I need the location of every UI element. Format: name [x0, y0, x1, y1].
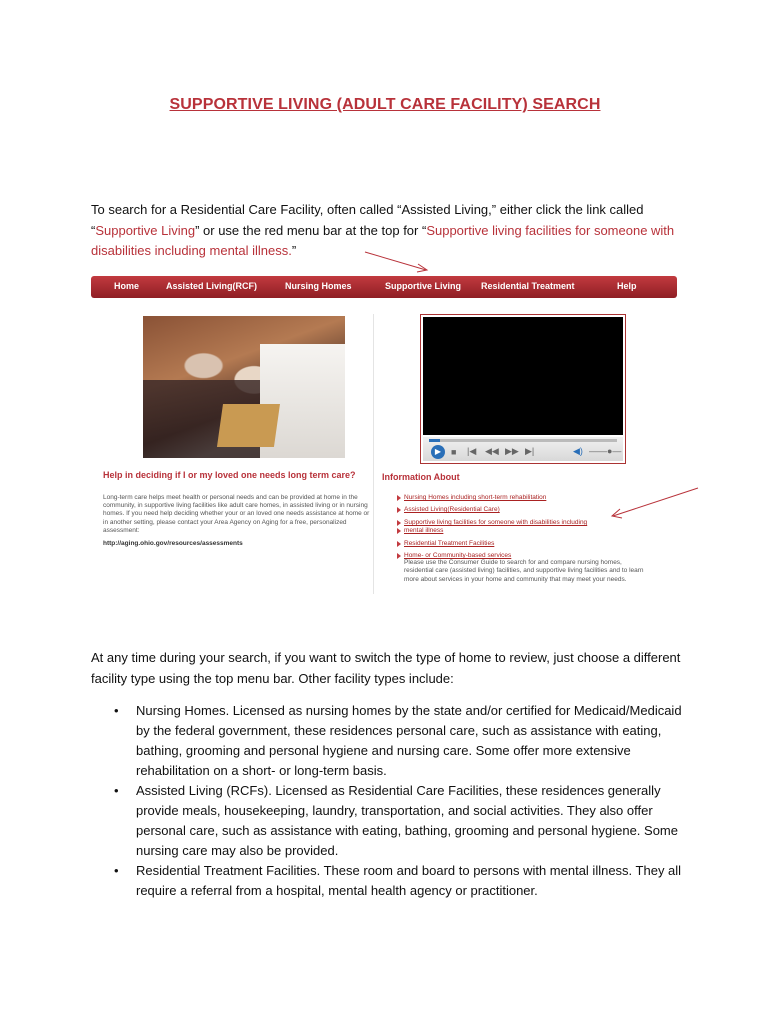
intro-paragraph [91, 200, 691, 262]
skip-back-icon[interactable]: |◀ [467, 446, 477, 456]
video-player[interactable] [420, 314, 626, 464]
menu-bar [91, 276, 677, 298]
intro-text-2: ” or use the red menu bar at the top for “ [195, 222, 427, 238]
help-deciding-text: Long-term care helps meet health or personal needs and can be provided at home in the community, in supportive living facilities like adult care homes, in assisted living or in nursing homes. If you need help deciding whether your or an loved one needs assistance at home or in another setting, please contact your Area Agency on Aging for a free, personalized assessment: [103, 494, 370, 534]
volume-icon[interactable]: ◀) [573, 446, 583, 456]
menu-home[interactable]: Home [114, 281, 140, 291]
volume-slider[interactable]: ——●— [589, 446, 622, 456]
facility-types-intro: At any time during your search, if you want to switch the type of home to review, just choose a different facility type using the top menu bar. Other facility types include: [91, 650, 681, 686]
help-deciding-heading: Help in deciding if I or my loved one needs long term care? [103, 470, 356, 480]
play-icon[interactable]: ▶ [431, 445, 445, 459]
link-residential-treatment[interactable]: Residential Treatment Facilities [404, 540, 495, 547]
menu-help[interactable]: Help [617, 281, 637, 291]
page-title: SUPPORTIVE LIVING (ADULT CARE FACILITY) SEARCH [169, 96, 601, 113]
video-screen[interactable] [423, 317, 623, 435]
menu-assisted-living[interactable]: Assisted Living(RCF) [166, 281, 258, 291]
menu-supportive-living[interactable]: Supportive Living [385, 281, 462, 291]
rewind-icon[interactable]: ◀◀ [485, 446, 499, 456]
assessment-link[interactable]: http://aging.ohio.gov/resources/assessments [103, 540, 243, 547]
skip-forward-icon[interactable]: ▶| [525, 446, 535, 456]
link-home-community[interactable]: Home- or Community-based services [404, 552, 512, 559]
menu-residential-treatment[interactable]: Residential Treatment [481, 281, 575, 291]
information-about-heading: Information About [382, 472, 460, 482]
column-divider [373, 314, 374, 594]
supportive-living-link-text: Supportive Living [95, 222, 196, 238]
intro-text-1: To search for a Residential Care Facility, often called “Assisted Living,” either click the link called “ [91, 202, 644, 238]
caregiver-photo [143, 316, 345, 458]
consumer-guide-text: Please use the Consumer Guide to search for and compare nursing homes, residential care (assisted living) facilities, and supportive living facilities and to learn more about services in your home and community that may meet your needs. [404, 559, 644, 583]
list-item-residential-treatment: • Residential Treatment Facilities. These room and board to persons with mental illness. They all require a referral from a hospital, mental health agency or practitioner. [136, 861, 686, 901]
link-supportive-living-cont[interactable]: mental illness [404, 527, 444, 534]
intro-text-3: ” [291, 243, 297, 258]
link-nursing-homes[interactable]: Nursing Homes including short-term rehabilitation [404, 494, 547, 501]
fast-forward-icon[interactable]: ▶▶ [505, 446, 519, 456]
list-item-assisted-living: • Assisted Living (RCFs). Licensed as Residential Care Facilities, these residences generally provide meals, housekeeping, laundry, transportation, and social activities. They also offer personal care, such as assistance with eating, bathing, grooming and personal hygiene. Some nursing care may also be provided. [136, 781, 686, 861]
link-assisted-living[interactable]: Assisted Living(Residential Care) [404, 506, 500, 513]
list-item-nursing-homes: • Nursing Homes. Licensed as nursing homes by the state and/or certified for Medicaid/Medicaid by the federal government, these residences personal care, such as assistance with eating, bathing, grooming and personal hygiene and nursing care. Some offer more extensive rehabilitation on a short- or long-term basis. [136, 701, 686, 781]
video-progress-fill [429, 439, 440, 442]
supportive-living-facilities-text: Supportive living facilities for someone with disabilities including mental illness. [91, 222, 675, 258]
embedded-website-screenshot [91, 276, 677, 606]
link-supportive-living[interactable]: Supportive living facilities for someone with disabilities including [404, 519, 588, 526]
photo-book-shape [217, 404, 280, 447]
video-controls [423, 437, 623, 461]
menu-nursing-homes[interactable]: Nursing Homes [285, 281, 352, 291]
stop-icon[interactable]: ■ [451, 447, 457, 457]
facility-type-list [136, 701, 686, 901]
video-progress-track[interactable] [429, 439, 617, 442]
arrow-to-menu-head [417, 264, 427, 272]
